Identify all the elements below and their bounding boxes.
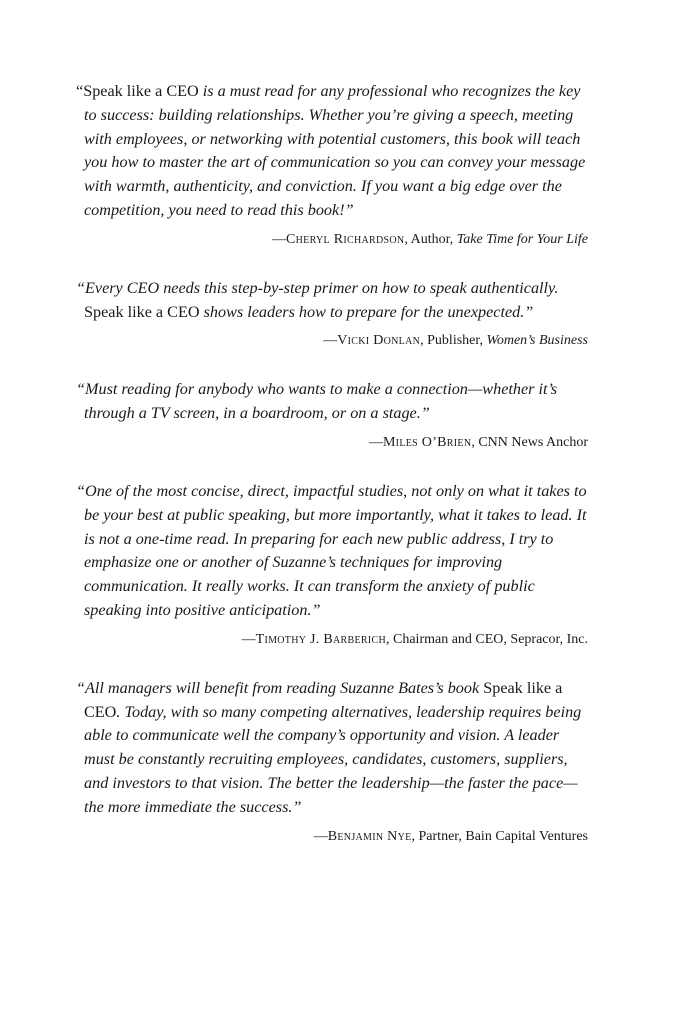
endorser-name: Vicki Donlan: [337, 333, 421, 349]
endorsement-quote: “Must reading for anybody who wants to make a connection—whether it’s through a TV screen, in a boardroom, or on a stage.”: [76, 380, 558, 423]
endorsement-attribution: —Vicki Donlan, Publisher, Women’s Business: [323, 333, 588, 349]
endorsement-nye: [76, 677, 588, 847]
endorsement-quote: “Every CEO needs this step-by-step primer on how to speak authentically. Speak like a CEO shows leaders how to prepare for the unexpected.”: [76, 278, 559, 321]
endorsement-attribution: —Timothy J. Barberich, Chairman and CEO, Sepracor, Inc.: [241, 631, 588, 647]
endorser-name: Cheryl Richardson: [286, 231, 405, 247]
book-title: Speak like a CEO: [83, 82, 199, 100]
endorser-work: Women’s Business: [486, 333, 588, 349]
endorsement-attribution: —Miles O’Brien, CNN News Anchor: [368, 434, 588, 450]
endorser-name: Timothy J. Barberich: [255, 631, 386, 647]
book-title: Speak like a CEO: [84, 302, 200, 321]
endorsement-attribution: —Cheryl Richardson, Author, Take Time for Your Life: [272, 231, 588, 247]
endorsement-richardson: [76, 80, 588, 250]
endorsement-donlan: [76, 277, 588, 352]
endorsement-quote: “All managers will benefit from reading Suzanne Bates’s book Speak like a CEO. Today, with so many competing alternatives, leadership requires being able to communicate well the company’s opportunity and vision. A leader must be constantly recruiting employees, candidates, customers, suppliers, and investors to that vision. The better the leadership—the faster the pace—the more immediate the success.”: [76, 678, 582, 816]
book-title: Speak like a CEO: [84, 678, 563, 721]
endorsement-quote: “Speak like a CEO is a must read for any professional who recognizes the key to success: building relationships. Whether you’re giving a speech, meeting with employees, or networking with potential customers, this book will teach you how to master the art of communication so you can convey your message with warmth, authenticity, and conviction. If you want a big edge over the competition, you need to read this book!”: [76, 82, 586, 219]
endorser-name: Miles O’Brien: [382, 434, 472, 450]
endorsement-barberich: [76, 480, 588, 650]
endorsement-quote: “One of the most concise, direct, impactful studies, not only on what it takes to be your best at public speaking, but more importantly, what it takes to lead. It is not a one-time read. In preparing for each new public address, I try to emphasize one or another of Suzanne’s techniques for improving communication. It really works. It can transform the anxiety of public speaking into positive anticipation.”: [76, 481, 587, 619]
endorser-name: Benjamin Nye: [327, 828, 412, 844]
endorsement-attribution: —Benjamin Nye, Partner, Bain Capital Ventures: [313, 828, 588, 844]
endorsement-obrien: [76, 378, 588, 453]
endorser-work: Take Time for Your Life: [456, 231, 588, 247]
